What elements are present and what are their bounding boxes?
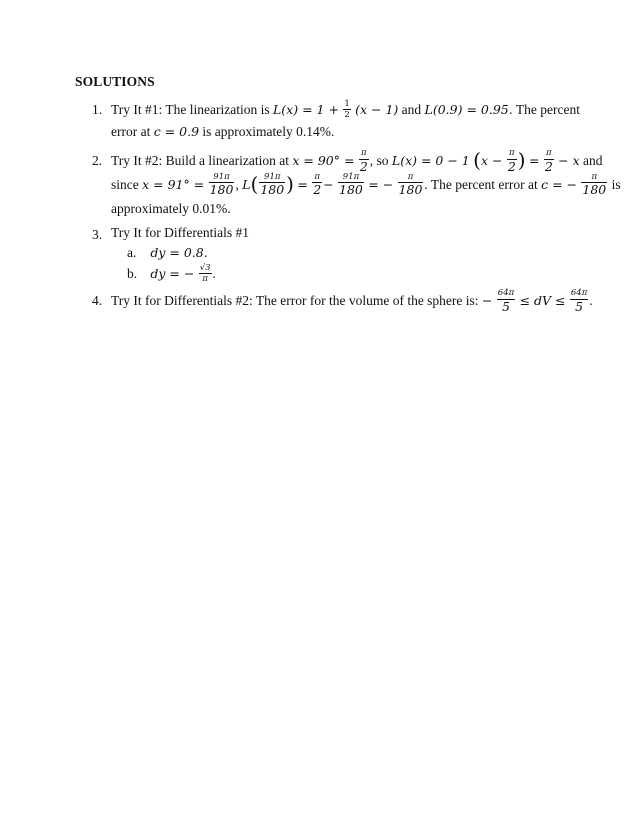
fraction-numerator: 91π	[338, 173, 364, 184]
fraction	[209, 173, 235, 197]
item-title: Try It for Differentials #1	[111, 225, 249, 240]
fraction	[199, 264, 212, 284]
fraction-denominator: 180	[398, 182, 423, 198]
text: The percent	[515, 102, 580, 117]
equation: x = 90° =	[292, 153, 355, 169]
equation: (x − 1)	[355, 102, 399, 117]
fraction-denominator: 2	[507, 158, 516, 174]
fraction	[343, 100, 350, 120]
equation: dy = −	[150, 266, 195, 281]
item-line	[111, 224, 562, 242]
fraction	[398, 173, 424, 197]
fraction	[544, 149, 554, 173]
item-number: 4.	[92, 293, 103, 308]
text: The linearization is	[165, 102, 270, 117]
right-paren: )	[286, 171, 294, 196]
item-line	[111, 148, 603, 174]
fraction-numerator: π	[398, 173, 424, 184]
fraction-denominator: 180	[209, 182, 234, 198]
item-line: since x = 91° = $\frac{91\pi}{180}$ , L( $\frac{91\pi}{180}$ ) = $\frac{\pi}{2}$ − $\frac{91\pi}{180}$ = − $\frac{\pi}{180}$ . The percent error at c = − $\frac{\pi}{180}$ is	[111, 171, 621, 198]
fraction-numerator: √3	[199, 262, 211, 273]
section-heading: SOLUTIONS	[75, 74, 155, 89]
item-line	[111, 98, 580, 121]
text: .	[589, 293, 593, 309]
fraction	[581, 173, 607, 197]
fraction	[507, 149, 517, 173]
fraction-denominator: 180	[582, 182, 607, 198]
text: error at	[111, 124, 151, 139]
equation: L(x) = 0 − 1	[391, 153, 470, 169]
item-number: 1.	[92, 102, 103, 117]
text: is	[611, 177, 621, 192]
text: The error for the volume of the sphere is:	[255, 293, 479, 309]
sub-item-a	[127, 242, 562, 263]
fraction	[338, 173, 364, 197]
left-paren: (	[473, 148, 481, 172]
fraction	[312, 173, 322, 197]
fraction	[497, 289, 515, 313]
item-title: Try It #2:	[111, 153, 163, 169]
text: and	[401, 102, 422, 117]
fraction-numerator: π	[359, 149, 369, 160]
item-title: Try It #1:	[111, 102, 163, 117]
fraction-denominator: 2	[344, 110, 350, 121]
fraction-numerator: π	[581, 173, 607, 184]
fraction-denominator: 5	[502, 298, 510, 314]
equation: = −	[368, 177, 394, 192]
item-body	[111, 224, 562, 284]
item-number: 2.	[92, 153, 103, 168]
fraction-denominator: 2	[313, 182, 322, 198]
item-number: 3.	[92, 227, 103, 242]
item-line	[111, 121, 562, 143]
equation: c = −	[541, 177, 578, 192]
equation: L	[242, 177, 251, 192]
equation: dy = 0.8.	[150, 245, 208, 260]
fraction-numerator: π	[312, 173, 322, 184]
fraction	[359, 149, 369, 173]
equation: c = 0.9	[153, 124, 200, 139]
fraction-denominator: 180	[339, 182, 363, 198]
equation: L(x) = 1 +	[273, 102, 339, 117]
item-title: Try It for Differentials #2:	[111, 293, 253, 309]
text: . The percent error at	[424, 177, 538, 192]
equation: L(0.9) = 0.95.	[424, 102, 513, 117]
item-body	[111, 98, 580, 143]
equation: − x	[558, 153, 580, 169]
equation: −	[323, 177, 334, 192]
fraction-numerator: 64π	[497, 288, 515, 298]
equation: x −	[480, 153, 503, 169]
fraction	[570, 289, 588, 313]
equation: ≤ dV ≤	[519, 293, 566, 309]
fraction-denominator: π	[202, 274, 208, 285]
sub-item-label: b.	[127, 266, 138, 281]
left-paren: (	[250, 171, 259, 196]
equation: x = 91° =	[142, 177, 205, 192]
fraction	[259, 173, 285, 197]
equation: =	[528, 153, 540, 169]
item-body	[111, 148, 621, 220]
equation: =	[297, 177, 308, 192]
text: Build a linearization at	[165, 153, 289, 169]
fraction-denominator: 180	[260, 182, 285, 198]
fraction-denominator: 2	[359, 158, 368, 174]
text: and	[583, 153, 603, 169]
fraction-numerator: 1	[344, 98, 350, 109]
fraction-numerator: 91π	[259, 173, 285, 184]
text: approximately 0.01%.	[111, 201, 231, 216]
fraction-numerator: π	[544, 149, 554, 160]
item-line	[111, 198, 562, 220]
fraction-denominator: 2	[544, 158, 553, 174]
text: is approximately 0.14%.	[202, 124, 335, 139]
right-paren: )	[517, 148, 526, 172]
fraction-denominator: 5	[575, 298, 584, 314]
sub-item-label: a.	[127, 245, 137, 260]
text: since	[111, 177, 139, 192]
fraction-numerator: 91π	[209, 173, 235, 184]
fraction-numerator: π	[507, 149, 517, 160]
text: , so	[369, 153, 389, 169]
text: .	[212, 266, 216, 281]
equation: −	[481, 293, 493, 309]
fraction-numerator: 64π	[570, 288, 588, 298]
sub-item-b	[127, 263, 562, 284]
